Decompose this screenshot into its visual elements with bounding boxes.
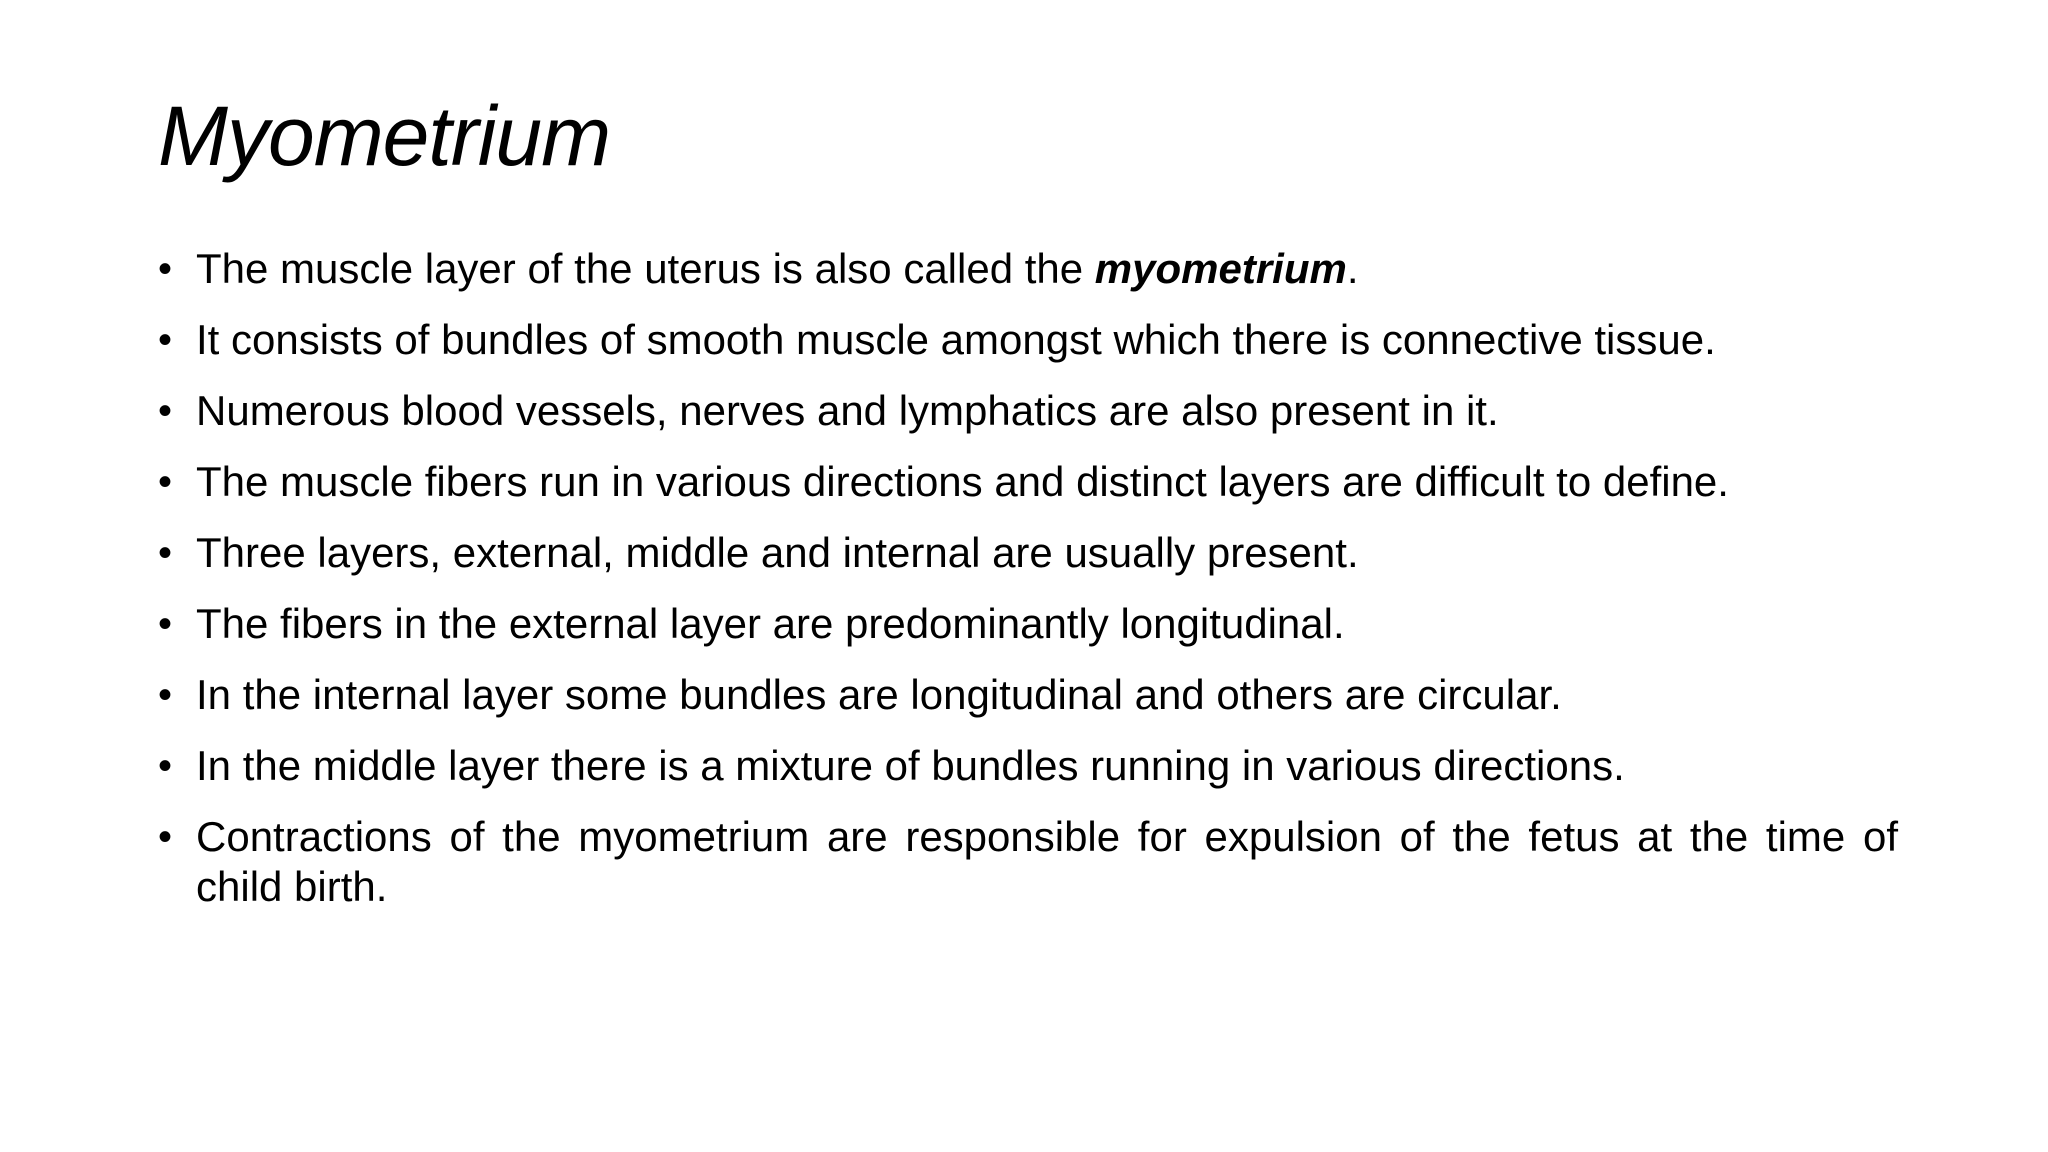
bullet-item-8 [158,741,1898,791]
bullet-text-1-pre: The muscle layer of the uterus is also called the [196,245,1095,292]
bullet-text-7: In the internal layer some bundles are longitudinal and others are circular. [196,671,1562,718]
bullet-dot-icon: • [158,602,173,646]
bullet-item-6 [158,599,1898,649]
bullet-dot-icon: • [158,460,173,504]
bullet-item-9 [158,812,1898,912]
bullet-item-1 [158,244,1898,294]
slide-title: Myometrium [158,89,611,183]
bullet-text-1-emphasis: myometrium [1094,245,1347,292]
bullet-item-5 [158,528,1898,578]
bullet-dot-icon: • [158,531,173,575]
bullet-dot-icon: • [158,247,173,291]
bullet-text-1-post: . [1346,245,1359,292]
bullet-dot-icon: • [158,318,173,362]
bullet-text-2: It consists of bundles of smooth muscle amongst which there is connective tissue. [196,316,1716,363]
bullet-text-6: The fibers in the external layer are predominantly longitudinal. [196,600,1345,647]
bullet-text-8: In the middle layer there is a mixture of bundles running in various directions. [196,742,1625,789]
bullet-item-3 [158,386,1898,436]
bullet-text-4: The muscle fibers run in various directions and distinct layers are difficult to define. [196,458,1729,505]
bullet-item-2 [158,315,1898,365]
bullet-dot-icon: • [158,673,173,717]
bullet-text-5: Three layers, external, middle and internal are usually present. [196,529,1359,576]
bullet-item-7 [158,670,1898,720]
bullet-item-4 [158,457,1898,507]
bullet-dot-icon: • [158,744,173,788]
bullet-list [158,244,1898,912]
bullet-dot-icon: • [158,815,173,859]
bullet-text-9: Contractions of the myometrium are responsible for expulsion of the fetus at the time of child birth. [196,813,1898,910]
bullet-text-3: Numerous blood vessels, nerves and lymphatics are also present in it. [196,387,1499,434]
bullet-dot-icon: • [158,389,173,433]
